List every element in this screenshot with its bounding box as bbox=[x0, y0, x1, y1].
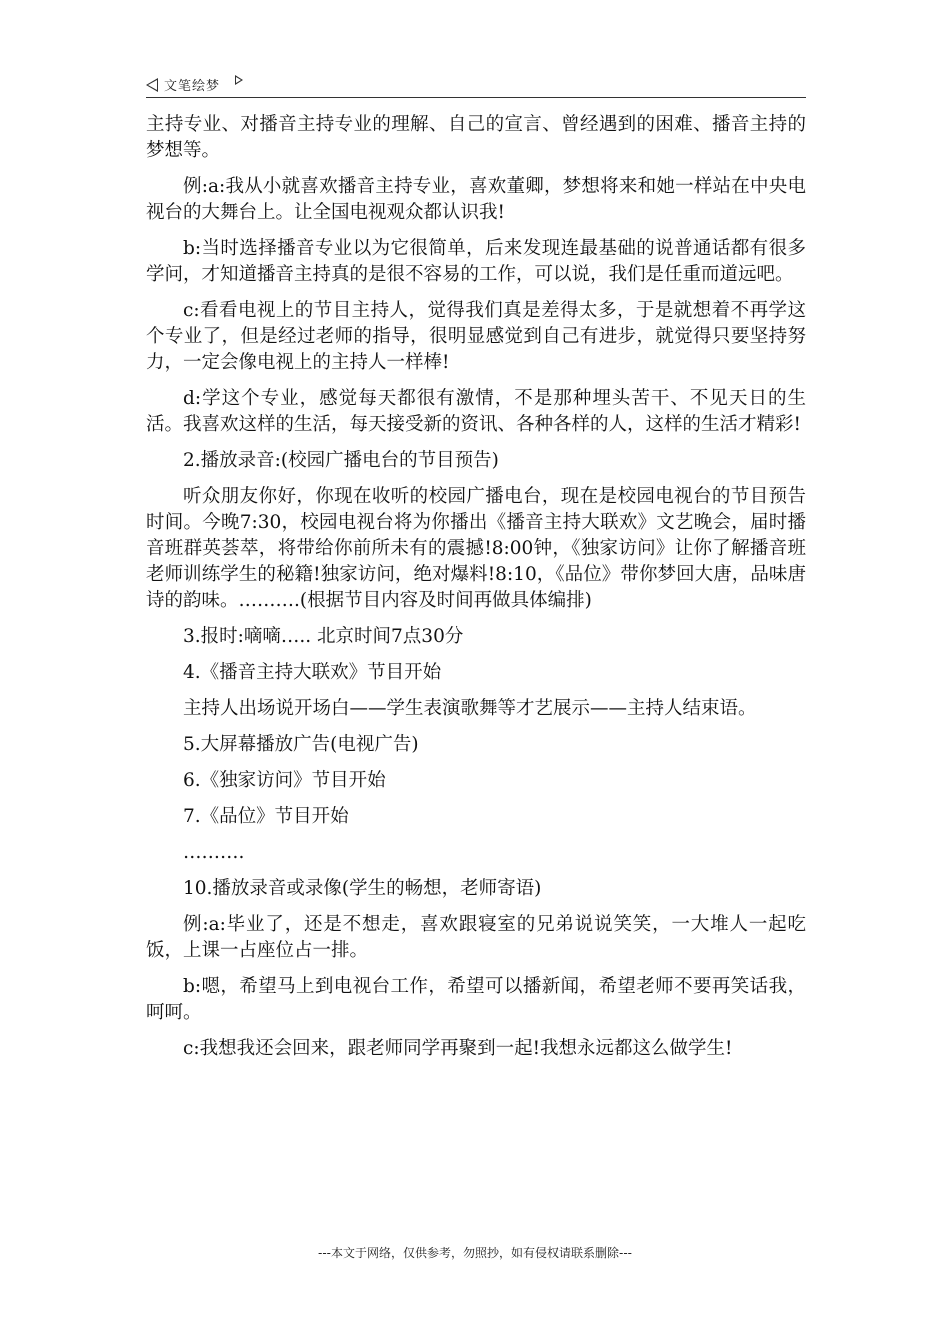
paragraph-program-flow: 主持人出场说开场白——学生表演歌舞等才艺展示——主持人结束语。 bbox=[183, 698, 757, 719]
document-body bbox=[146, 112, 806, 1072]
paragraph-item-10: 10.播放录音或录像(学生的畅想，老师寄语) bbox=[183, 878, 542, 899]
header-title: 文笔绘梦 bbox=[164, 79, 221, 94]
paragraph-intro-continued: 主持专业、对播音主持专业的理解、自己的宣言、曾经遇到的困难、播音主持的梦想等。 bbox=[146, 114, 806, 161]
paragraph-item-6: 6.《独家访问》节目开始 bbox=[183, 770, 386, 791]
paragraph-example-d: d:学这个专业，感觉每天都很有激情，不是那种埋头苦干、不见天日的生活。我喜欢这样的生活，每天接受新的资讯、各种各样的人，这样的生活才精彩! bbox=[146, 388, 806, 435]
paragraph-item-4: 4.《播音主持大联欢》节目开始 bbox=[183, 662, 442, 683]
page-header bbox=[146, 72, 806, 96]
paragraph-example-a: 例:a:我从小就喜欢播音主持专业，喜欢董卿，梦想将来和她一样站在中央电视台的大舞台上。让全国电视观众都认识我! bbox=[146, 176, 806, 223]
paragraph-graduate-c: c:我想我还会回来，跟老师同学再聚到一起!我想永远都这么做学生! bbox=[183, 1038, 733, 1059]
triangle-right-icon bbox=[235, 75, 243, 85]
paragraph-item-3: 3.报时:嘀嘀….. 北京时间7点30分 bbox=[183, 626, 464, 647]
paragraph-example-c: c:看看电视上的节目主持人，觉得我们真是差得太多，于是就想着不再学这个专业了，但是经过老师的指导，很明显感觉到自己有进步，就觉得只要坚持努力，一定会像电视上的主持人一样棒! bbox=[146, 300, 806, 373]
paragraph-item-7: 7.《品位》节目开始 bbox=[183, 806, 349, 827]
paragraph-graduate-a: 例:a:毕业了，还是不想走，喜欢跟寝室的兄弟说说笑笑，一大堆人一起吃饭，上课一占座位占一排。 bbox=[146, 914, 806, 961]
paragraph-radio-preview: 听众朋友你好，你现在收听的校园广播电台，现在是校园电视台的节目预告时间。今晚7:30，校园电视台将为你播出《播音主持大联欢》文艺晚会，届时播音班群英荟萃，将带给你前所未有的震撼!8:00钟，《独家访问》让你了解播音班老师训练学生的秘籍!独家访问，绝对爆料!8:10，《品位》带你梦回大唐，品味唐诗的韵味。……….(根据节目内容及时间再做具体编排) bbox=[146, 486, 806, 611]
page-footer: ---本文于网络，仅供参考，勿照抄，如有侵权请联系删除--- bbox=[318, 1246, 632, 1260]
header-divider bbox=[146, 97, 806, 98]
paragraph-ellipsis: ………. bbox=[183, 842, 245, 863]
paragraph-item-2: 2.播放录音:(校园广播电台的节目预告) bbox=[183, 450, 499, 471]
paragraph-item-5: 5.大屏幕播放广告(电视广告) bbox=[183, 734, 419, 755]
paragraph-example-b: b:当时选择播音专业以为它很简单，后来发现连最基础的说普通话都有很多学问，才知道播音主持真的是很不容易的工作，可以说，我们是任重而道远吧。 bbox=[146, 238, 806, 285]
paragraph-graduate-b: b:嗯，希望马上到电视台工作，希望可以播新闻，希望老师不要再笑话我，呵呵。 bbox=[146, 976, 806, 1023]
triangle-left-icon bbox=[146, 78, 158, 92]
